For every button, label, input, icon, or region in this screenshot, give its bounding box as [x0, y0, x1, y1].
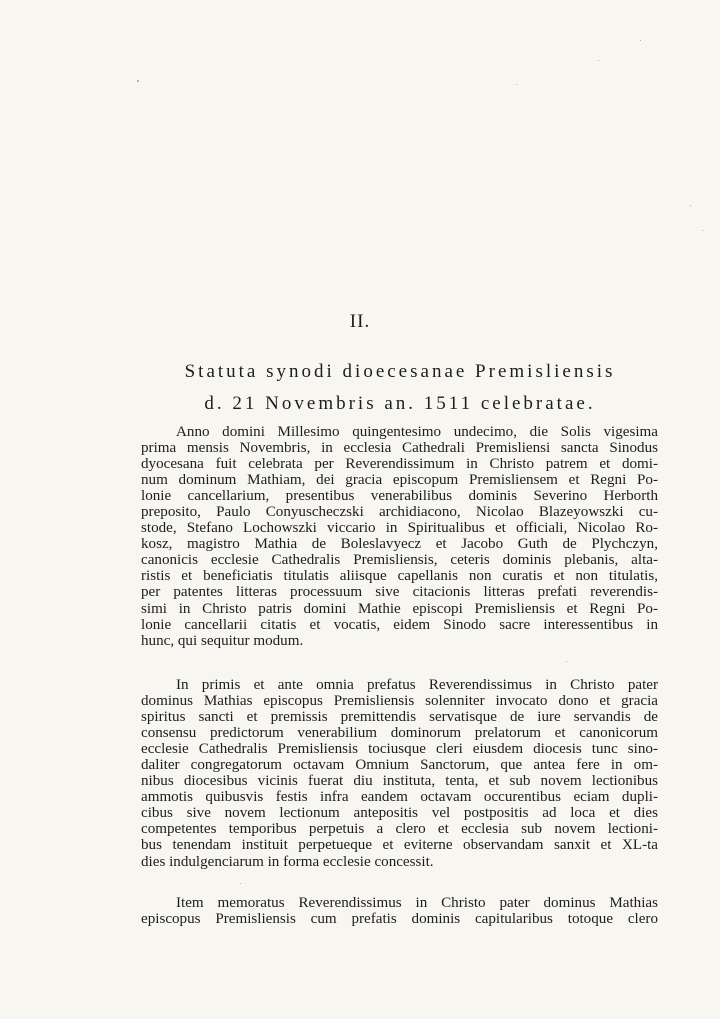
text-line: ristis et beneficiatis titulatis aliisque capellanis non curatis et non titulatis, [141, 568, 658, 585]
scan-speck [240, 883, 241, 884]
scan-speck [516, 84, 517, 85]
text-line: canonicis ecclesie Cathedralis Premisliensis, ceteris dominis plebanis, alta- [141, 552, 658, 569]
scan-speck [640, 40, 641, 41]
scan-speck [702, 230, 703, 231]
text-line: hunc, qui sequitur modum. [141, 632, 304, 649]
text-line: consensu predictorum venerabilium dominorum prelatorum et canonicorum [141, 725, 658, 742]
text-line: simi in Christo patris domini Mathie episcopi Premisliensis et Regni Po- [141, 600, 658, 617]
scan-speck [690, 205, 691, 206]
text-line: cibus sive novem lectionum antepositis vel postpositis ad loca et dies [141, 805, 658, 822]
document-title-line-2: d. 21 Novembris an. 1511 celebratae. [204, 393, 596, 414]
text-line: dominus Mathias episcopus Premisliensis solenniter invocato dono et gracia [141, 693, 658, 710]
text-line: spiritus sancti et premissis premittendis servatisque de iure servandis de [141, 709, 658, 726]
text-line: dyocesana fuit celebrata per Reverendissimum in Christo patrem et domi- [141, 456, 658, 473]
section-numeral: II. [349, 311, 371, 332]
text-line: Item memoratus Reverendissimus in Christo pater dominus Mathias [176, 895, 658, 911]
text-line: episcopus Premisliensis cum prefatis dominis capitularibus totoque clero [141, 911, 658, 928]
paragraph-1 [141, 424, 658, 649]
text-line: num dominum Mathiam, dei gracia episcopum Premisliensem et Regni Po- [141, 472, 658, 489]
text-line: prima mensis Novembris, in ecclesia Cathedrali Premisliensi sancta Sinodus [141, 440, 658, 457]
text-line: daliter congregatorum octavam Omnium Sanctorum, que antea fere in om- [141, 757, 658, 774]
paragraph-3 [141, 895, 658, 927]
paragraph-2 [141, 677, 658, 870]
text-line: dies indulgenciarum in forma ecclesie concessit. [141, 853, 434, 870]
text-line: per patentes litteras processuum sive citacionis litteras prefati reverendis- [141, 584, 658, 601]
text-line: In primis et ante omnia prefatus Reverendissimus in Christo pater [176, 677, 658, 693]
scan-speck [137, 80, 139, 82]
text-line: nibus diocesibus vicinis fuerat diu instituta, tenta, et sub novem lectionibus [141, 773, 658, 790]
scan-speck [566, 661, 567, 662]
scan-speck [598, 60, 599, 61]
text-line: lonie cancellarii citatis et vocatis, eidem Sinodo sacre interessentibus in [141, 616, 658, 633]
text-line: stode, Stefano Lochowszki viccario in Spiritualibus et officiali, Nicolao Ro- [141, 520, 658, 537]
text-line: ammotis quibusvis festis infra eandem octavam occurentibus eciam dupli- [141, 789, 658, 806]
text-line: lonie cancellarium, presentibus venerabilibus dominis Severino Herborth [141, 488, 658, 505]
text-line: bus tenendam instituit perpetueque et eviterne observandam sanxit et XL-ta [141, 837, 658, 854]
text-line: preposito, Paulo Conyuscheczski archidiacono, Nicolao Blazeyowszki cu- [141, 504, 658, 521]
text-line: Anno domini Millesimo quingentesimo undecimo, die Solis vigesima [176, 424, 658, 440]
text-line: kosz, magistro Mathia de Boleslavyecz et Jacobo Guth de Plychczyn, [141, 536, 658, 553]
text-line: ecclesie Cathedralis Premisliensis tociusque cleri eiusdem diocesis tunc sino- [141, 741, 658, 758]
document-title-line-1: Statuta synodi dioecesanae Premisliensis [184, 361, 616, 382]
text-line: competentes temporibus perpetuis a clero et ecclesia sub novem lectioni- [141, 821, 658, 838]
